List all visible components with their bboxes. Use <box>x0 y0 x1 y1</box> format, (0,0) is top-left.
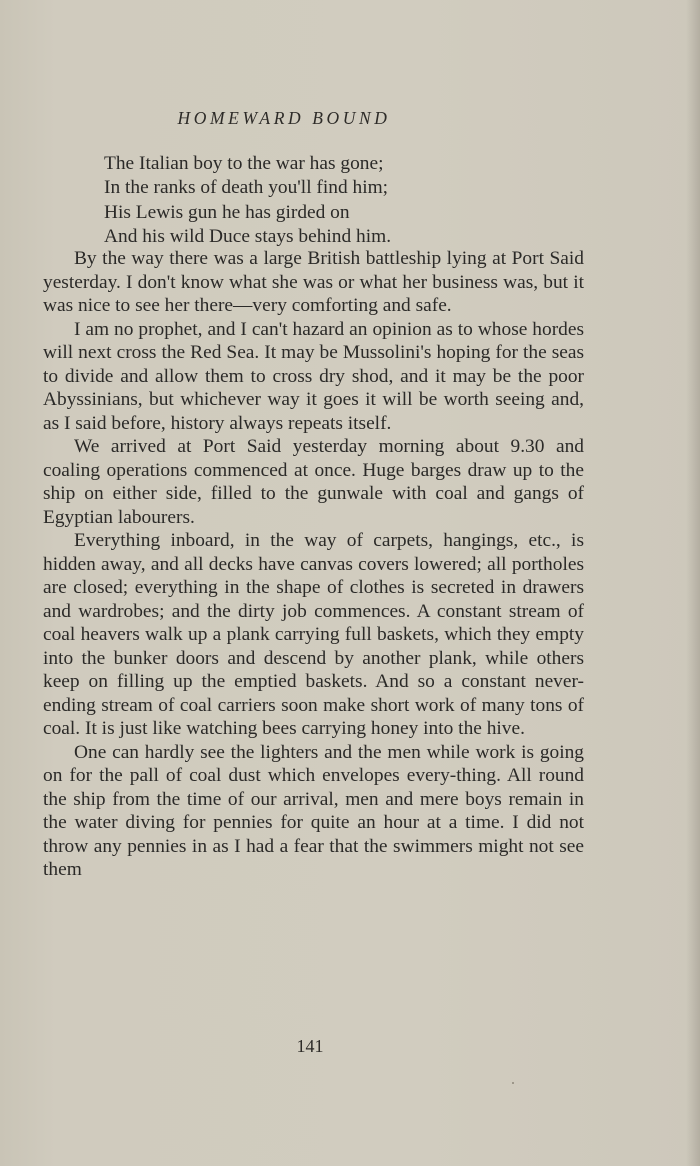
verse-line: The Italian boy to the war has gone; <box>104 153 384 174</box>
running-head: HOMEWARD BOUND <box>177 108 391 128</box>
paragraph: Everything inboard, in the way of carpets, hangings, etc., is hidden away, and all decks have canvas covers lowered; all portholes are closed; everything in the shape of clothes is secreted in drawers and wardrobes; and the dirty job commences. A constant stream of coal heavers walk up a plank carrying full baskets, which they empty into the bunker doors and descend by another plank, while others keep on filling up the emptied baskets. And so a constant never-ending stream of coal carriers soon make short work of many tons of coal. It is just like watching bees carrying honey into the hive. <box>43 530 584 739</box>
body-text <box>43 247 584 882</box>
paper-speck <box>512 1082 514 1084</box>
paragraph: One can hardly see the lighters and the men while work is going on for the pall of coal dust which envelopes every-thing. All round the ship from the time of our arrival, men and mere boys remain in the water diving for pennies for quite an hour at a time. I did not throw any pennies in as I had a fear that the swimmers might not see them <box>43 741 584 880</box>
verse-line: In the ranks of death you'll find him; <box>104 177 389 199</box>
verse-line: His Lewis gun he has girded on <box>104 201 350 223</box>
paragraph: We arrived at Port Said yesterday morning about 9.30 and coaling operations commenced at once. Huge barges draw up to the ship on either side, filled to the gunwale with coal and gangs of Egyptian labourers. <box>43 436 584 528</box>
paragraph: I am no prophet, and I can't hazard an opinion as to whose hordes will next cross the Red Sea. It may be Mussolini's hoping for the seas to divide and allow them to cross dry shod, and it may be the poor Abyssinians, but whichever way it goes it will be worth seeing and, as I said before, history always repeats itself. <box>43 318 584 434</box>
page-edge-shadow <box>686 0 700 1166</box>
page-number: 141 <box>296 1036 324 1056</box>
verse-stanza <box>104 152 391 249</box>
verse-line: And his wild Duce stays behind him. <box>104 225 392 247</box>
paragraph: By the way there was a large British battleship lying at Port Said yesterday. I don't know what she was or what her business was, but it was nice to see her there—very comforting and safe. <box>43 248 584 316</box>
